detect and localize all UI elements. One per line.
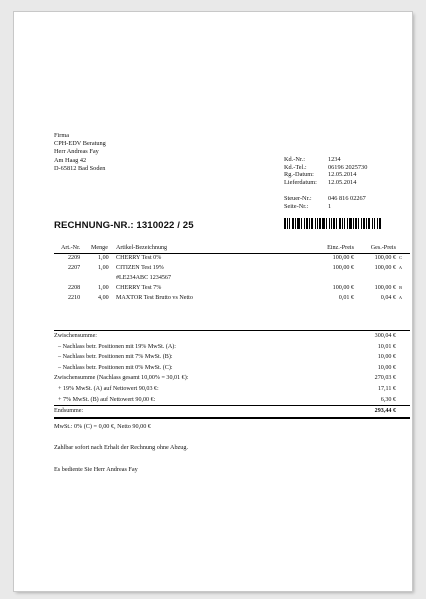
total-label: Endsumme: (54, 408, 84, 415)
cell-einzelpreis: 100,00 € (332, 285, 354, 291)
total-value: 293,44 € (374, 408, 396, 415)
summary-value: 10,01 € (377, 343, 396, 350)
meta-value: 12.05.2014 (328, 171, 357, 179)
address-line: Am Haag 42 (54, 156, 87, 164)
invoice-page (14, 12, 412, 591)
payment-terms: Zahlbar sofort nach Erhalt der Rechnung ohne Abzug. (54, 444, 189, 451)
tax-mark: A (398, 265, 402, 270)
table-row (54, 274, 410, 284)
table-header (54, 244, 410, 254)
meta-row (284, 156, 367, 164)
cell-menge: 4,00 (98, 295, 109, 301)
meta-row (284, 179, 367, 187)
summary-value: 6,30 € (380, 396, 396, 403)
summary-row (54, 373, 410, 384)
cell-artnr: 2209 (68, 255, 81, 261)
header-gesamtpreis: Ges.-Preis (370, 245, 396, 251)
mwst-note: MwSt.: 0% (C) = 0,00 €, Netto 90,00 € (54, 423, 151, 430)
invoice-title: RECHNUNG-NR.: 1310022 / 25 (54, 220, 194, 231)
address-line: Herr Andreas Fay (54, 148, 99, 156)
contact-note: Es bediente Sie Herr Andreas Fay (54, 466, 138, 473)
cell-menge: 1,00 (98, 265, 109, 271)
meta-key: Seite-Nr.: (284, 202, 309, 210)
cell-menge: 1,00 (98, 285, 109, 291)
address-line: Firma (54, 132, 70, 139)
total-row (54, 405, 410, 417)
summary-row (54, 395, 410, 406)
cell-einzelpreis: 0,01 € (338, 295, 354, 301)
summary-value: 17,11 € (377, 385, 396, 392)
cell-artikel: MAXTOR Test Brutto vs Netto (116, 295, 193, 301)
table-row (54, 264, 410, 274)
cell-artnr: 2208 (68, 285, 81, 291)
cell-gesamtpreis: 0,04 € (380, 295, 396, 301)
cell-gesamtpreis: 100,00 € (374, 255, 396, 261)
total-underline (54, 417, 410, 419)
tax-meta (284, 195, 366, 210)
cell-artikel: CITIZEN Test 19% (116, 265, 164, 271)
header-artnr: Art.-Nr. (61, 245, 81, 251)
table-row (54, 294, 410, 304)
barcode (284, 218, 408, 229)
address-line: D-65812 Bad Soden (54, 164, 106, 172)
header-artikel: Artikel-Bezeichnung (116, 245, 168, 251)
summary-label: Zwischensumme: (54, 333, 97, 339)
cell-gesamtpreis: 100,00 € (374, 265, 396, 271)
meta-value: 1 (328, 202, 332, 210)
cell-einzelpreis: 100,00 € (332, 265, 354, 271)
summary-row (54, 384, 410, 395)
cell-artikel: CHERRY Test 0% (116, 255, 162, 261)
header-menge: Menge (91, 245, 108, 251)
meta-key: Steuer-Nr.: (284, 195, 312, 202)
summary-label: Zwischensumme (Nachlass gesamt 10,00% = 30,01 €): (54, 375, 189, 382)
cell-menge: 1,00 (98, 255, 109, 261)
meta-row (284, 195, 366, 203)
summary-value: 300,04 € (374, 333, 396, 339)
meta-key: Rg.-Datum: (284, 171, 314, 179)
summary-row (54, 331, 410, 342)
table-row (54, 254, 410, 264)
cell-artnr: 2210 (68, 295, 81, 301)
meta-row (284, 171, 367, 179)
meta-key: Kd.-Nr.: (284, 156, 305, 163)
invoice-meta (284, 156, 367, 186)
summary-row (54, 352, 410, 363)
meta-row (284, 164, 367, 172)
summary-label: – Nachlass betr. Positionen mit 0% MwSt. (C): (58, 364, 173, 371)
barcode-stripe (381, 218, 382, 229)
cell-artnr: 2207 (68, 265, 81, 271)
tax-mark: B (399, 285, 402, 290)
meta-value: 06196 2025730 (328, 163, 368, 171)
cell-gesamtpreis: 100,00 € (374, 285, 396, 291)
meta-key: Kd.-Tel.: (284, 163, 307, 171)
summary-label: + 7% MwSt. (B) auf Nettowert 90,00 €: (58, 396, 156, 403)
meta-value: 12.05.2014 (328, 178, 357, 186)
cell-einzelpreis: 100,00 € (332, 255, 354, 261)
table-body (54, 254, 410, 304)
summary-label: – Nachlass betr. Positionen mit 7% MwSt. (B): (58, 354, 173, 361)
header-einzelpreis: Einz.-Preis (327, 245, 354, 251)
summary-label: + 19% MwSt. (A) auf Nettowert 90,03 €: (58, 385, 159, 392)
summary-value: 10,00 € (377, 364, 396, 371)
address-line: CPH-EDV Beratung (54, 140, 106, 148)
tax-mark: A (398, 295, 402, 300)
meta-value: 046 816 02267 (328, 195, 366, 202)
cell-artikel: #LE234ABC 1234567 (116, 275, 172, 281)
cell-artikel: CHERRY Test 7% (116, 285, 162, 291)
summary-label: – Nachlass betr. Positionen mit 19% MwSt. (A): (58, 343, 176, 350)
summary-row (54, 342, 410, 353)
summary-row (54, 363, 410, 374)
summary-value: 10,00 € (377, 354, 396, 361)
summary-block (54, 330, 410, 417)
tax-mark: C (399, 255, 402, 260)
summary-value: 270,03 € (374, 375, 396, 382)
meta-row (284, 203, 366, 211)
recipient-address (54, 132, 106, 173)
items-table (54, 244, 410, 304)
meta-key: Lieferdatum: (284, 178, 317, 186)
table-row (54, 284, 410, 294)
meta-value: 1234 (328, 156, 341, 163)
